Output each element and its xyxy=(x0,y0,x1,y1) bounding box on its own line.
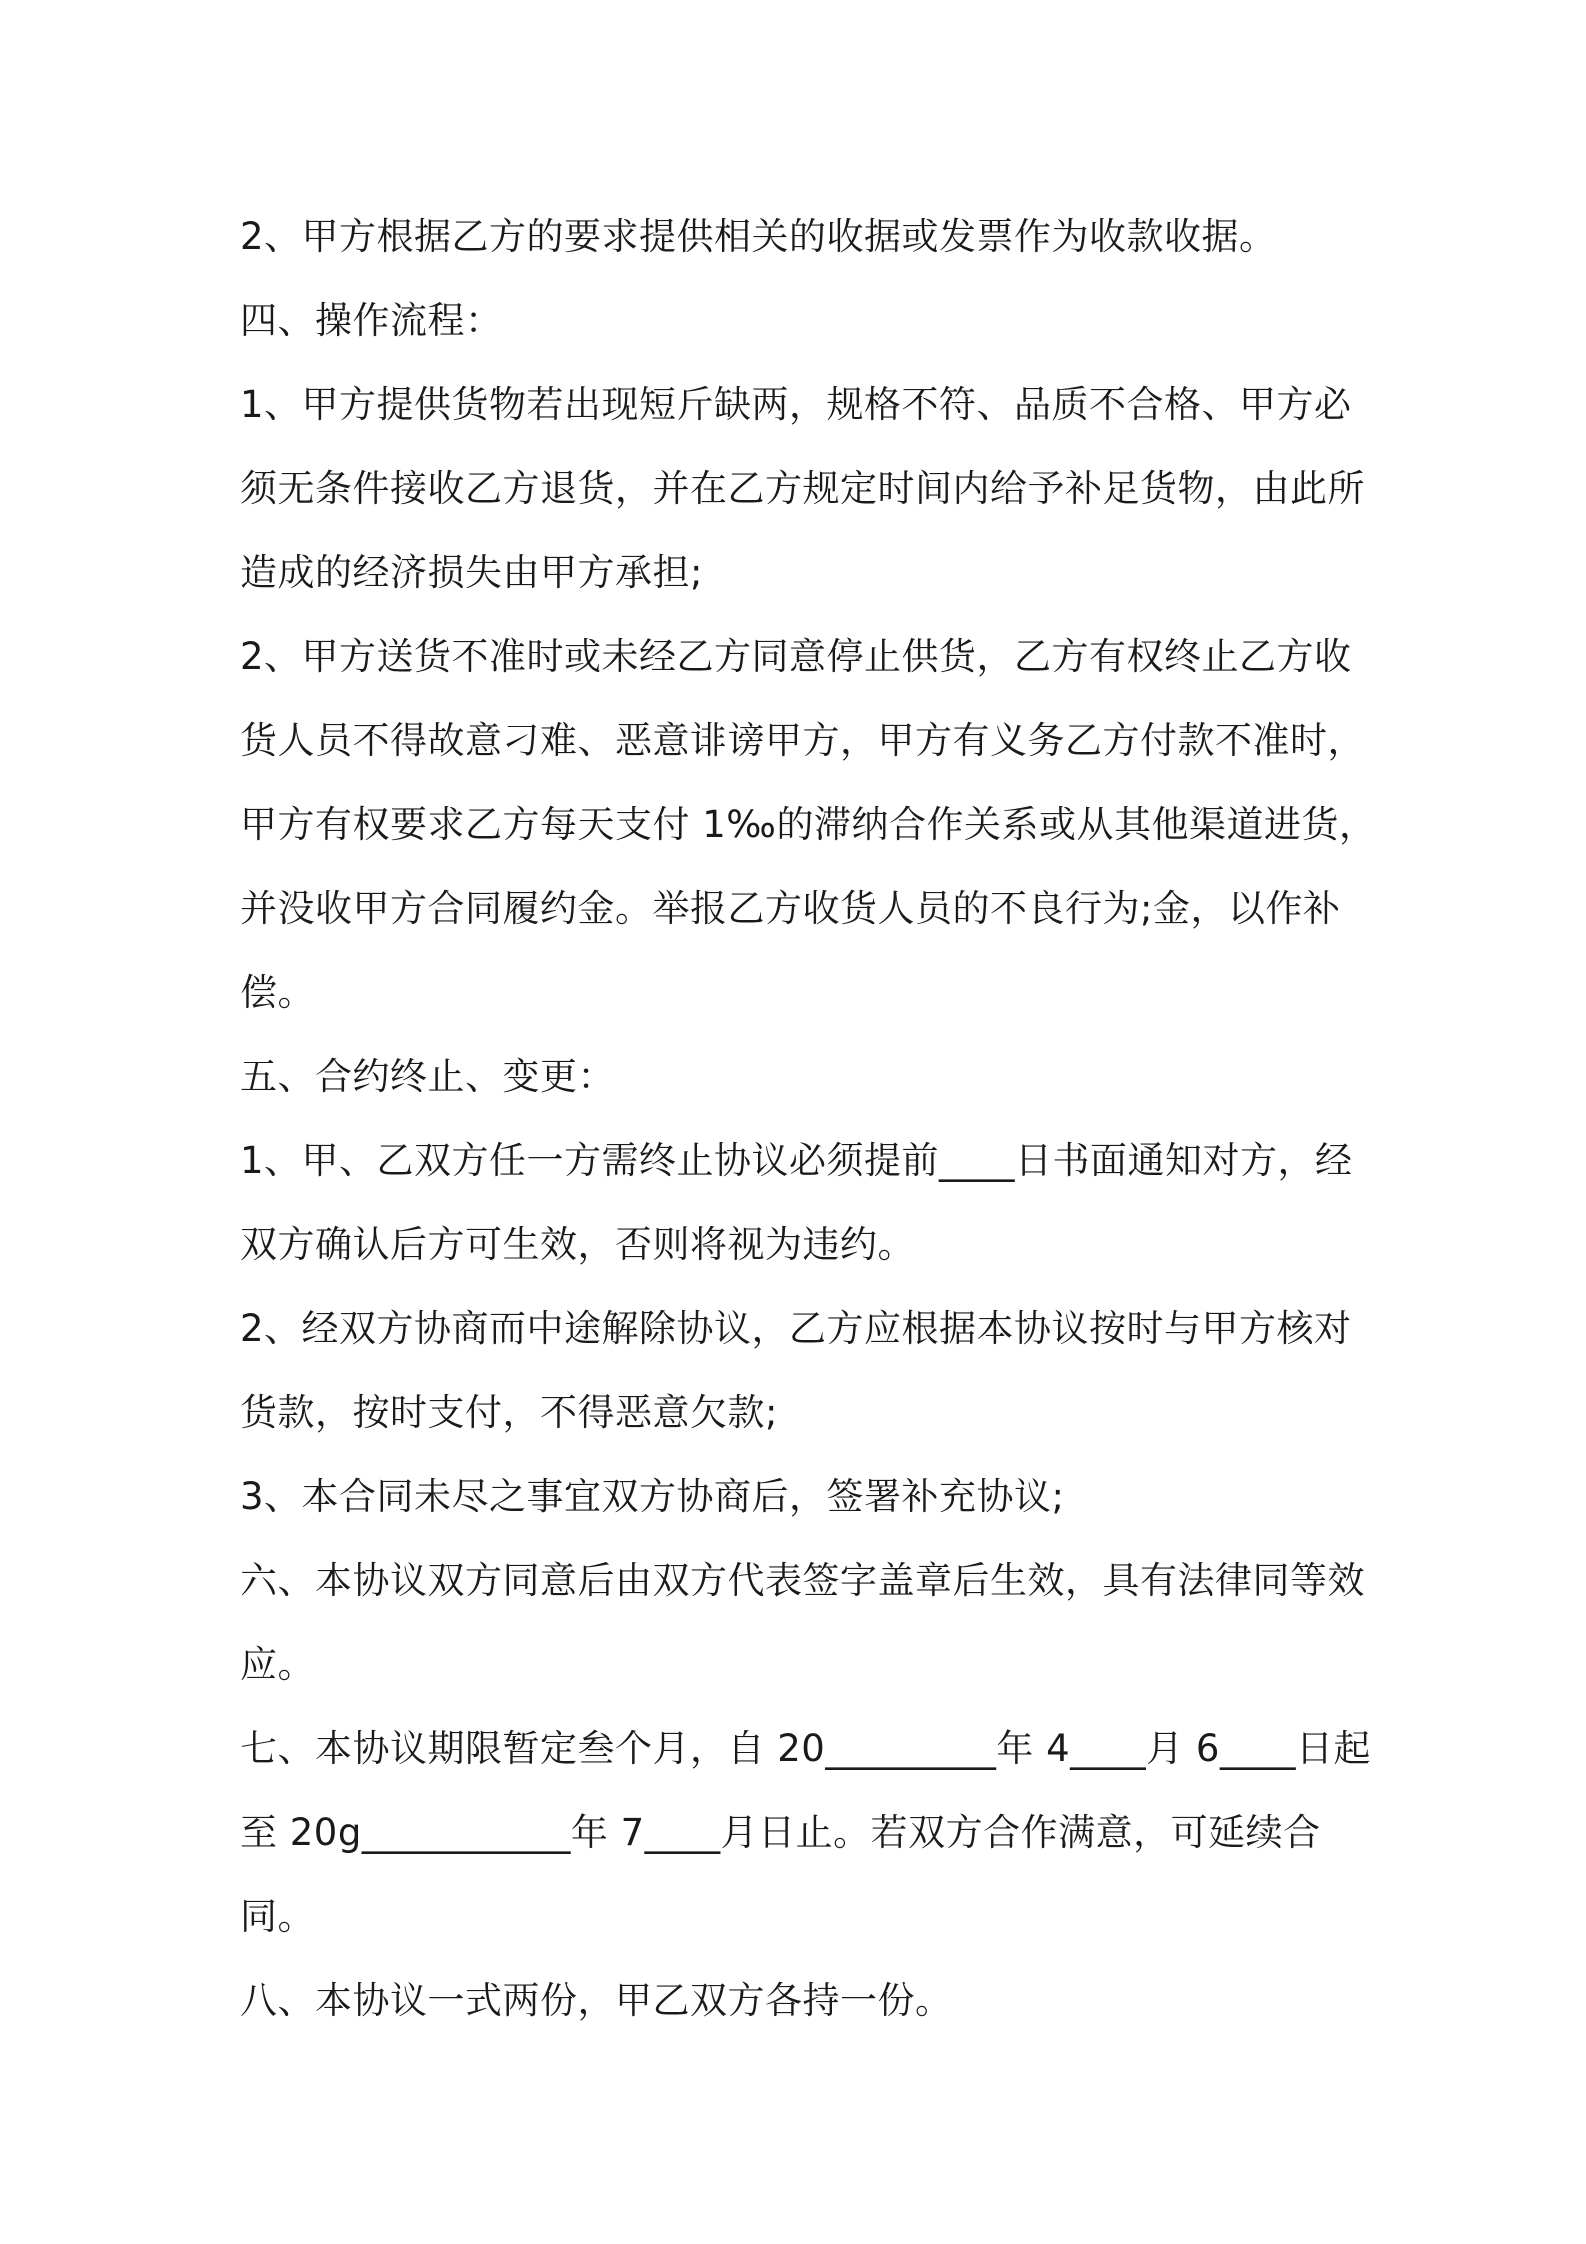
section-heading: 八、本协议一式两份，甲乙双方各持一份。 xyxy=(240,1979,953,2022)
text-line: 3、本合同未尽之事宜双方协商后，签署补充协议; xyxy=(240,1475,1065,1518)
text-line: 同。 xyxy=(240,1895,315,1938)
text-line: 1、甲方提供货物若出现短斤缺两，规格不符、品质不合格、甲方必 xyxy=(240,383,1352,426)
section-heading: 六、本协议双方同意后由双方代表签字盖章后生效，具有法律同等效 xyxy=(240,1559,1365,1602)
text-line: 至 20g___________年 7____月日止。若双方合作满意，可延续合 xyxy=(240,1811,1321,1854)
section-heading: 五、合约终止、变更： xyxy=(240,1055,615,1098)
text-line: 2、甲方根据乙方的要求提供相关的收据或发票作为收款收据。 xyxy=(240,215,1277,258)
text-line: 1、甲、乙双方任一方需终止协议必须提前____日书面通知对方，经 xyxy=(240,1139,1353,1182)
section-heading: 七、本协议期限暂定叁个月，自 20_________年 4____月 6____日起 xyxy=(240,1727,1371,1770)
text-line: 偿。 xyxy=(240,971,315,1014)
text-line: 货款，按时支付，不得恶意欠款; xyxy=(240,1391,778,1434)
text-line: 甲方有权要求乙方每天支付 1‰的滞纳合作关系或从其他渠道进货， xyxy=(240,803,1377,846)
text-line: 2、甲方送货不准时或未经乙方同意停止供货，乙方有权终止乙方收 xyxy=(240,635,1352,678)
section-heading: 四、操作流程： xyxy=(240,299,503,342)
document-body xyxy=(240,195,1377,2043)
text-line: 应。 xyxy=(240,1643,315,1686)
text-line: 2、经双方协商而中途解除协议，乙方应根据本协议按时与甲方核对 xyxy=(240,1307,1352,1350)
text-line: 货人员不得故意刁难、恶意诽谤甲方，甲方有义务乙方付款不准时， xyxy=(240,719,1365,762)
text-line: 并没收甲方合同履约金。举报乙方收货人员的不良行为;金，以作补 xyxy=(240,887,1341,930)
text-line: 双方确认后方可生效，否则将视为违约。 xyxy=(240,1223,915,1266)
text-line: 须无条件接收乙方退货，并在乙方规定时间内给予补足货物，由此所 xyxy=(240,467,1365,510)
text-line: 造成的经济损失由甲方承担; xyxy=(240,551,703,594)
